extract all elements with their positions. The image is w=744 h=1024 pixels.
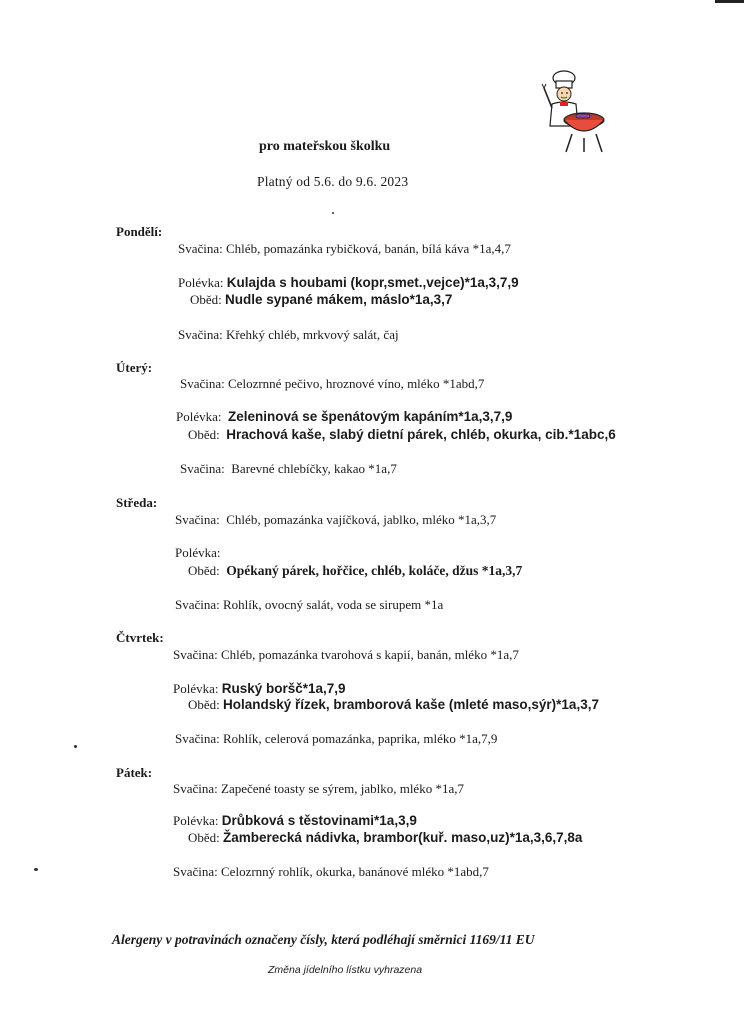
monday-soup [178, 275, 519, 291]
friday-snack-am-text: Zapečené toasty se sýrem, jablko, mléko *1a,7 [217, 781, 464, 796]
tuesday-snack-pm [180, 461, 397, 477]
thursday-soup [173, 681, 346, 697]
wednesday-snack-pm-text: Rohlík, ovocný salát, voda se sirupem *1a [219, 597, 444, 612]
snack-label: Svačina: [178, 327, 223, 342]
day-heading-friday: Pátek: [116, 765, 153, 780]
thursday-lunch-text: Holandský řízek, bramborová kaše (mleté maso,sýr)*1a,3,7 [223, 697, 599, 712]
day-heading-wednesday: Středa: [116, 495, 158, 510]
lunch-label: Oběd: [188, 563, 220, 578]
monday-snack-pm [178, 327, 399, 343]
page-title: pro mateřskou školku [259, 139, 391, 154]
day-heading-monday: Pondělí: [116, 224, 163, 239]
tuesday-soup-text: Zeleninová se špenátovým kapáním*1a,3,7,9 [228, 409, 513, 424]
wednesday-lunch [188, 563, 522, 579]
snack-label: Svačina: [173, 647, 218, 662]
lunch-label: Oběd: [190, 292, 222, 307]
wednesday-snack-am [175, 512, 496, 528]
tuesday-lunch-text: Hrachová kaše, slabý dietní párek, chléb, okurka, cib.*1abc,6 [226, 427, 616, 442]
lunch-label: Oběd: [188, 427, 220, 442]
thursday-soup-text: Ruský boršč*1a,7,9 [221, 681, 346, 696]
snack-label: Svačina: [178, 241, 223, 256]
wednesday-snack-pm [175, 597, 443, 613]
snack-label: Svačina: [173, 864, 218, 879]
monday-lunch-text: Nudle sypané mákem, máslo*1a,3,7 [225, 292, 453, 307]
tuesday-snack-am-text: Celozrnné pečivo, hroznové víno, mléko *1abd,7 [224, 376, 485, 391]
monday-snack-am-text: Chléb, pomazánka rybičková, banán, bílá káva *1a,4,7 [222, 241, 511, 256]
soup-label: Polévka: [176, 409, 222, 424]
friday-lunch [188, 830, 582, 846]
friday-snack-pm-text: Celozrnný rohlík, okurka, banánové mléko *1abd,7 [217, 864, 489, 879]
chef-grill-illustration [540, 70, 608, 154]
snack-label: Svačina: [175, 512, 220, 527]
snack-label: Svačina: [175, 731, 220, 746]
tuesday-snack-am [180, 376, 484, 392]
thursday-snack-am-text: Chléb, pomazánka tvarohová s kapií, banán, mléko *1a,7 [217, 647, 519, 662]
snack-label: Svačina: [173, 781, 218, 796]
snack-label: Svačina: [180, 376, 225, 391]
tuesday-snack-pm-text: Barevné chlebíčky, kakao *1a,7 [228, 461, 397, 476]
friday-snack-am [173, 781, 464, 797]
thursday-snack-pm [175, 731, 497, 747]
soup-label: Polévka: [175, 545, 221, 560]
allergens-note: Alergeny v potravinách označeny čísly, která podléhají směrnici 1169/11 EU [112, 932, 535, 947]
soup-label: Polévka: [178, 275, 224, 290]
change-note: Změna jídelního lístku vyhrazena [268, 964, 423, 976]
scan-edge-line [715, 0, 744, 3]
snack-label: Svačina: [175, 597, 220, 612]
wednesday-lunch-text: Opékaný párek, hořčice, chléb, koláče, džus *1a,3,7 [226, 563, 523, 578]
scan-speck [34, 868, 38, 871]
scan-speck [74, 745, 77, 748]
thursday-snack-am [173, 647, 519, 663]
wednesday-soup [175, 545, 221, 561]
lunch-label: Oběd: [188, 830, 220, 845]
tuesday-lunch [188, 427, 616, 443]
friday-lunch-text: Žamberecká nádivka, brambor(kuř. maso,uz)*1a,3,6,7,8a [223, 830, 583, 845]
thursday-lunch [188, 697, 599, 713]
thursday-snack-pm-text: Rohlík, celerová pomazánka, paprika, mléko *1a,7,9 [219, 731, 498, 746]
monday-snack-am [178, 241, 511, 257]
day-heading-thursday: Čtvrtek: [116, 630, 164, 645]
monday-lunch [190, 292, 452, 308]
soup-label: Polévka: [173, 813, 219, 828]
lunch-label: Oběd: [188, 697, 220, 712]
friday-soup [173, 813, 417, 829]
monday-snack-pm-text: Křehký chléb, mrkvový salát, čaj [222, 327, 399, 342]
wednesday-snack-am-text: Chléb, pomazánka vajíčková, jablko, mléko *1a,3,7 [223, 512, 497, 527]
friday-snack-pm [173, 864, 489, 880]
snack-label: Svačina: [180, 461, 225, 476]
scan-speck [332, 212, 334, 214]
soup-label: Polévka: [173, 681, 219, 696]
validity-dates: Platný od 5.6. do 9.6. 2023 [257, 174, 409, 189]
day-heading-tuesday: Úterý: [116, 360, 153, 375]
monday-soup-text: Kulajda s houbami (kopr,smet.,vejce)*1a,3,7,9 [226, 275, 519, 290]
friday-soup-text: Drůbková s těstovinami*1a,3,9 [221, 813, 417, 828]
tuesday-soup [176, 409, 512, 425]
